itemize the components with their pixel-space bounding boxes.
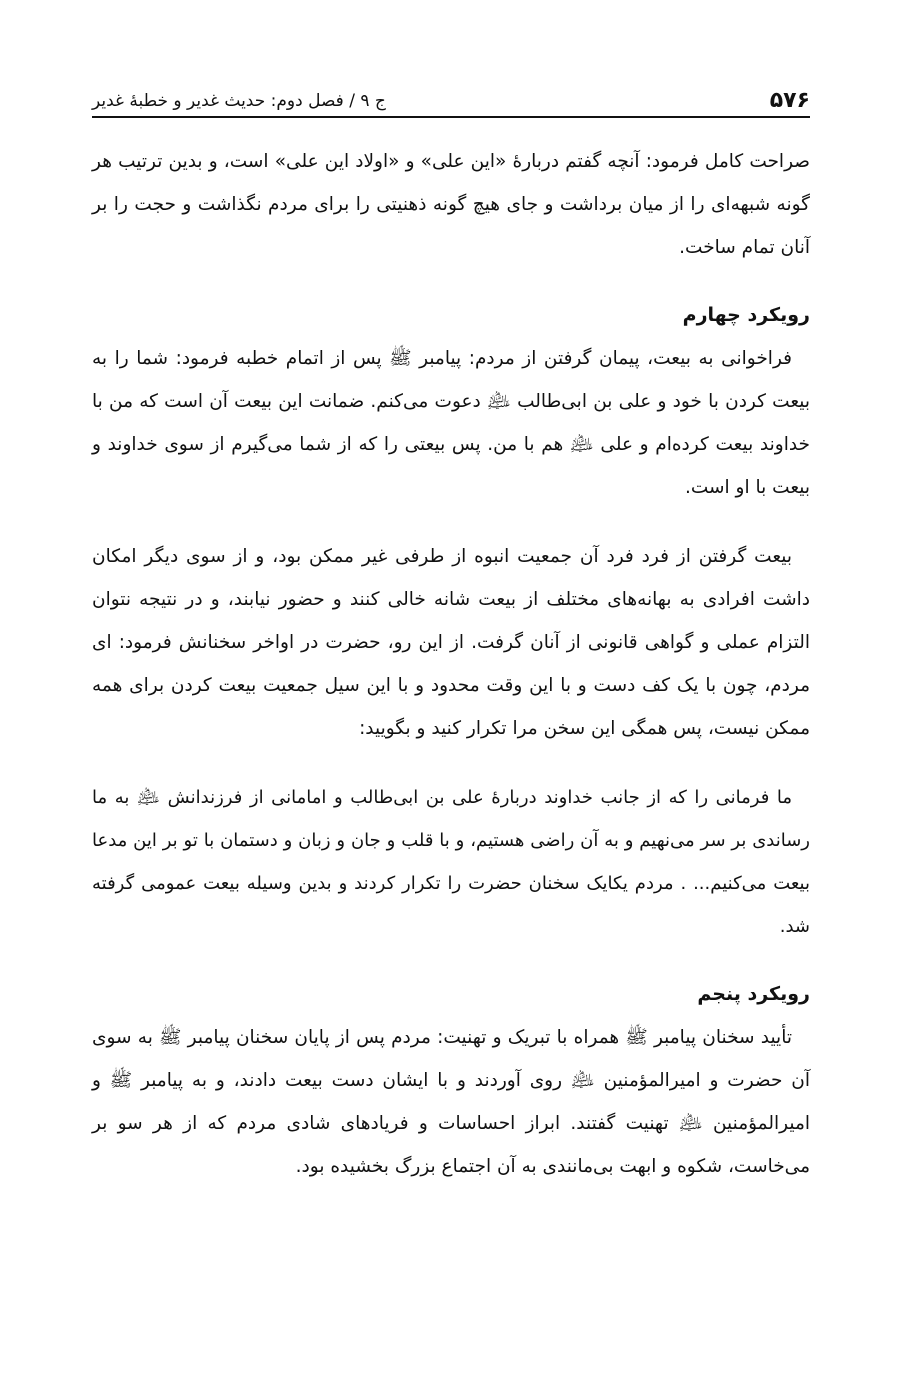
paragraph-4-quote: ما فرمانی را که از جانب خداوند دربارهٔ علی بن ابی‌طالب و امامانی از فرزندانش ﵇ به ما رساندی بر سر می‌نهیم و به آن راضی هستیم، و با قلب و جان و زبان و دستمان با تو بر این مدعا بیعت می‌کنیم... . مردم یکایک سخنان حضرت را تکرار کردند و بدین وسیله بیعت عمومی گرفته شد. xyxy=(92,787,810,937)
paragraph-5: تأیید سخنان پیامبر ﷺ همراه با تبریک و تهنیت: مردم پس از پایان سخنان پیامبر ﷺ به سوی آن حضرت و امیرالمؤمنین ﵇ روی آوردند و با ایشان دست بیعت دادند، و به پیامبر ﷺ و امیرالمؤمنین ﵇ تهنیت گفتند. ابراز احساسات و فریادهای شادی مردم که از هر سو بر می‌خاست، شکوه و ابهت بی‌مانندی به آن اجتماع بزرگ بخشیده بود. xyxy=(92,1027,810,1177)
page-number: ۵۷۶ xyxy=(769,88,810,113)
running-title: ج ۹ / فصل دوم: حدیث غدیر و خطبهٔ غدیر xyxy=(92,91,386,111)
paragraph-2: فراخوانی به بیعت، پیمان گرفتن از مردم: پیامبر ﷺ پس از اتمام خطبه فرمود: شما را به بیعت کردن با خود و علی بن ابی‌طالب ﵇ دعوت می‌کنم. ضمانت این بیعت آن است که من با خداوند بیعت کرده‌ام و علی ﵇ هم با من. پس بیعتی را که از شما می‌گیرم از سوی خداوند و بیعت با او است. xyxy=(92,348,810,498)
book-page xyxy=(92,0,810,1390)
paragraph-1: صراحت کامل فرمود: آنچه گفتم دربارهٔ «این علی» و «اولاد این علی» است، و بدین ترتیب هر گونه شبهه‌ای را از میان برداشت و جای هیچ گونه ذهنیتی را برای مردم نگذاشت و حجت را بر آنان تمام ساخت. xyxy=(92,151,810,258)
page-content xyxy=(92,140,810,1214)
section-heading-fourth-approach: رویکرد چهارم xyxy=(682,304,810,326)
section-heading-fifth-approach: رویکرد پنجم xyxy=(697,983,810,1005)
paragraph-3: بیعت گرفتن از فرد فرد آن جمعیت انبوه از طرفی غیر ممکن بود، و از سوی دیگر امکان داشت افرادی به بهانه‌های مختلف از بیعت شانه خالی کنند و حضور نیابند، و در نتیجه نتوان التزام عملی و گواهی قانونی از آنان گرفت. از این رو، حضرت در اواخر سخنانش فرمود: ای مردم، چون با یک کف دست و با این وقت محدود و با این سیل جمعیت بیعت کردن برای همه ممکن نیست، پس همگی این سخن مرا تکرار کنید و بگویید: xyxy=(92,546,810,739)
header-rule xyxy=(92,116,810,118)
running-head xyxy=(92,74,810,114)
